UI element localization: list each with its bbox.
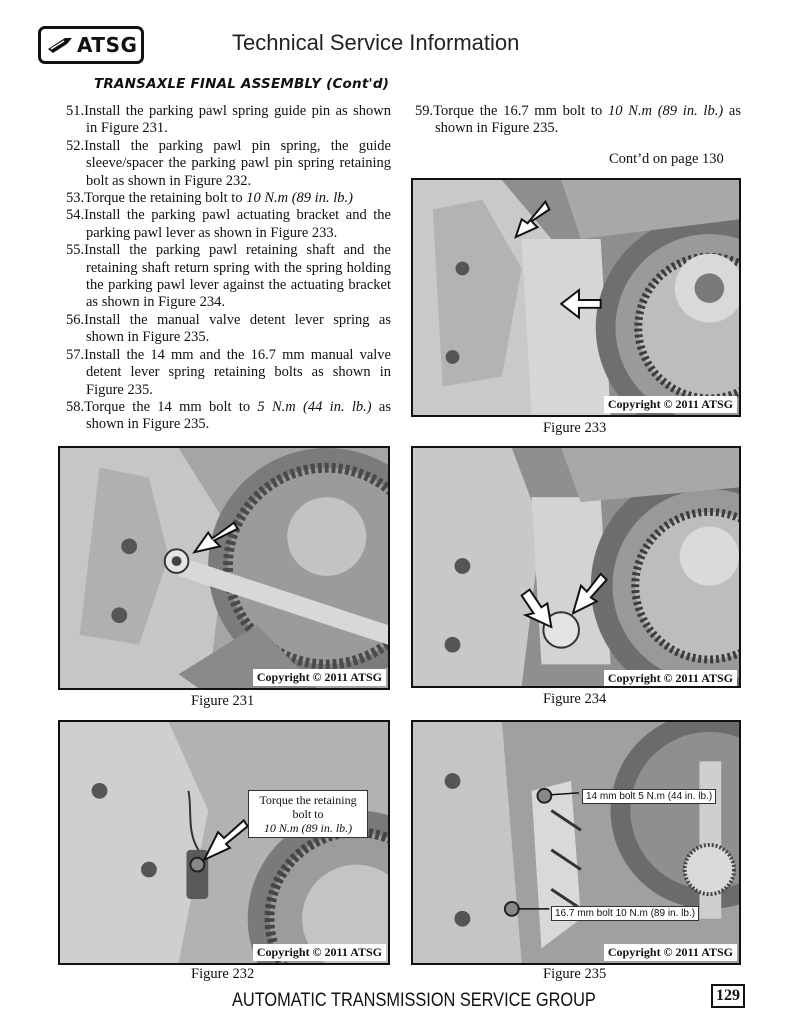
callout-14mm-bolt: 14 mm bolt 5 N.m (44 in. lb.) <box>582 789 716 804</box>
atsg-logo <box>38 26 144 64</box>
step-54: 54.Install the parking pawl actuating bracket and the parking pawl lever as shown in Figure 233. <box>66 207 391 241</box>
figure-231-photo <box>58 446 390 690</box>
figure-233-photo <box>411 178 741 417</box>
step-55: 55.Install the parking pawl retaining shaft and the retaining shaft return spring with the spring holding the parking pawl lever against the actuating bracket as shown in Figure 234. <box>66 242 391 311</box>
figure-234-caption: Figure 234 <box>543 691 607 707</box>
copyright-label: Copyright © 2011 ATSG <box>604 944 737 961</box>
callout-16-7mm-bolt: 16.7 mm bolt 10 N.m (89 in. lb.) <box>551 906 699 921</box>
torque-value: 10 N.m (89 in. lb.) <box>246 190 353 207</box>
page-header-title: Technical Service Information <box>232 30 520 55</box>
figure-231-caption: Figure 231 <box>191 693 255 709</box>
step-59: 59.Torque the 16.7 mm bolt to 10 N.m (89 in. lb.) as shown in Figure 235. <box>415 103 741 137</box>
page-number: 129 <box>711 984 745 1008</box>
logo-text: ATSG <box>77 33 138 57</box>
continued-note: Cont’d on page 130 <box>609 151 724 167</box>
figure-234-photo <box>411 446 741 688</box>
torque-value: 10 N.m (89 in. lb.) <box>607 103 724 119</box>
figure-233-caption: Figure 233 <box>543 420 607 436</box>
figure-232-photo <box>58 720 390 965</box>
copyright-label: Copyright © 2011 ATSG <box>253 669 386 686</box>
torque-value: 5 N.m (44 in. lb.) <box>257 398 372 415</box>
copyright-label: Copyright © 2011 ATSG <box>253 944 386 961</box>
step-52: 52.Install the parking pawl pin spring, the guide sleeve/spacer the parking pawl pin spring retaining bolt as shown in Figure 232. <box>66 137 391 189</box>
footer-organization: AUTOMATIC TRANSMISSION SERVICE GROUP <box>232 990 596 1011</box>
step-51: 51.Install the parking pawl spring guide pin as shown in Figure 231. <box>66 103 391 137</box>
section-title: TRANSAXLE FINAL ASSEMBLY (Cont'd) <box>94 76 390 92</box>
step-56: 56.Install the manual valve detent lever spring as shown in Figure 235. <box>66 311 391 346</box>
step-57: 57.Install the 14 mm and the 16.7 mm manual valve detent lever spring retaining bolts as shown in Figure 235. <box>66 346 391 398</box>
figure-235-photo <box>411 720 741 965</box>
copyright-label: Copyright © 2011 ATSG <box>604 396 737 413</box>
copyright-label: Copyright © 2011 ATSG <box>604 670 737 687</box>
wrench-icon <box>47 36 73 54</box>
step-58: 58.Torque the 14 mm bolt to 5 N.m (44 in. lb.) as shown in Figure 235. <box>66 398 392 433</box>
right-text-column <box>415 103 741 138</box>
left-text-column <box>66 103 391 434</box>
step-53: 53.Torque the retaining bolt to 10 N.m (89 in. lb.) <box>66 190 353 207</box>
figure-232-caption: Figure 232 <box>191 966 255 982</box>
figure-235-caption: Figure 235 <box>543 966 607 982</box>
torque-note: Torque the retaining bolt to 10 N.m (89 in. lb.) <box>248 790 368 838</box>
